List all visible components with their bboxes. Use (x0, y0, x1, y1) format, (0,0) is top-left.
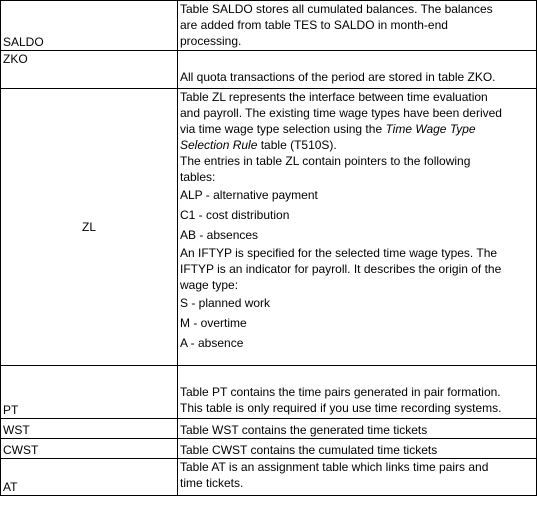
description-line (180, 121, 534, 137)
table-description-cell (178, 89, 537, 366)
description-line: time tickets. (180, 476, 244, 490)
description-line: IFTYP is an indicator for payroll. It describes the origin of the (180, 262, 502, 276)
description-line: Table ZL represents the interface between time evaluation (180, 90, 488, 104)
table-description-cell (178, 51, 537, 89)
description-line: This table is only required if you use time recording systems. (180, 401, 502, 415)
list-item: AB - absences (180, 228, 259, 242)
list-item: S - planned work (180, 296, 271, 310)
table-name-cell: CWST (1, 439, 178, 459)
description-line: Table AT is an assignment table which links time pairs and (180, 460, 489, 474)
description-line: processing. (180, 34, 242, 48)
table-row-saldo (1, 1, 537, 51)
description-line: tables: (180, 170, 216, 184)
list-item: ALP - alternative payment (180, 188, 318, 202)
list-item: A - absence (180, 336, 244, 350)
table-row-cwst (1, 439, 537, 459)
description-text: table (T510S). (257, 138, 337, 152)
table-description-cell (178, 366, 537, 419)
table-row-zl (1, 89, 537, 366)
description-line: Table SALDO stores all cumulated balances. The balances (180, 2, 493, 16)
list-item: M - overtime (180, 316, 247, 330)
description-text: via time wage type selection using the (180, 122, 386, 136)
table-name-cell: AT (1, 459, 178, 496)
rule-name-italic: Selection Rule (180, 138, 258, 152)
description-line: An IFTYP is specified for the selected time wage types. The (180, 246, 498, 260)
description-line: Table WST contains the generated time tickets (180, 423, 428, 437)
table-name-cell: ZKO (1, 51, 178, 89)
table-name-cell: ZL (1, 89, 178, 366)
table-row-pt (1, 366, 537, 419)
description-line: wage type: (180, 278, 239, 292)
list-item: C1 - cost distribution (180, 208, 290, 222)
description-line: and payroll. The existing time wage types have been derived (180, 106, 502, 120)
table-name-cell: WST (1, 419, 178, 439)
description-line: Table CWST contains the cumulated time tickets (180, 443, 438, 457)
table-row-wst (1, 419, 537, 439)
table-row-at (1, 459, 537, 496)
table-description-cell (178, 1, 537, 51)
table-description-cell (178, 419, 537, 439)
description-line: are added from table TES to SALDO in month-end (180, 18, 448, 32)
description-line: The entries in table ZL contain pointers to the following (180, 154, 471, 168)
table-row-zko (1, 51, 537, 89)
table-name-cell: PT (1, 366, 178, 419)
table-description-cell (178, 439, 537, 459)
rule-name-italic: Time Wage Type (385, 122, 476, 136)
description-line (180, 137, 534, 153)
description-line: All quota transactions of the period are stored in table ZKO. (180, 70, 496, 84)
description-line: Table PT contains the time pairs generated in pair formation. (180, 385, 501, 399)
table-description-cell (178, 459, 537, 496)
table-name-cell: SALDO (1, 1, 178, 51)
